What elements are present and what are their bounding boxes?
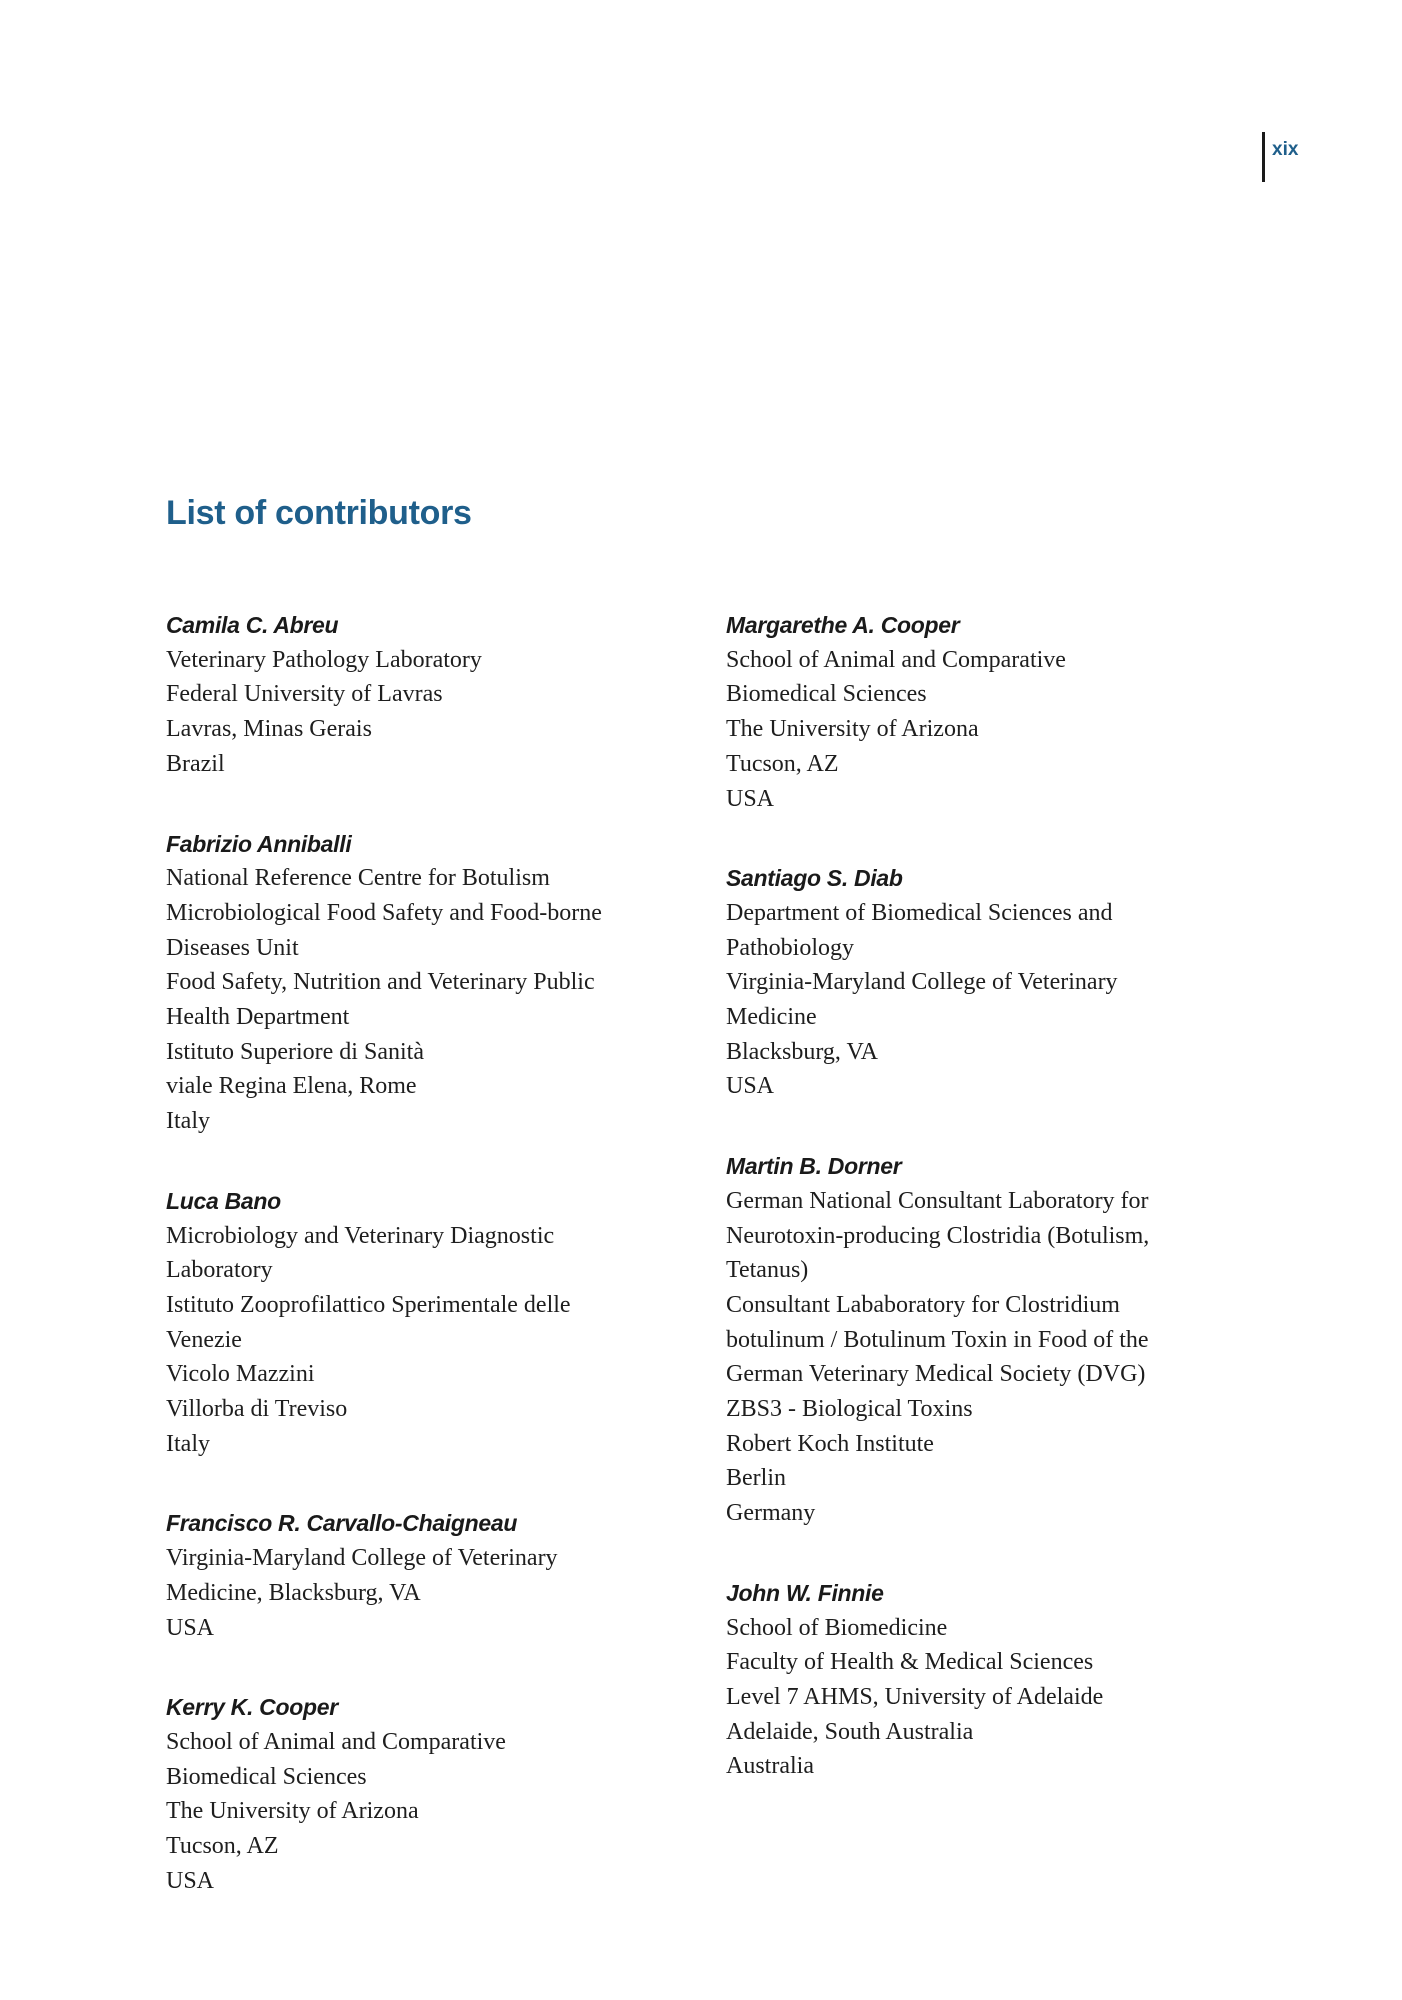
contributor-affiliation-line: Istituto Zooprofilattico Sperimentale delle <box>166 1291 571 1318</box>
contributor-affiliation-line: Adelaide, South Australia <box>726 1718 974 1745</box>
contributor-affiliation-line: Health Department <box>166 1004 350 1031</box>
contributor-affiliation-line: Robert Koch Institute <box>726 1430 934 1457</box>
contributor-affiliation-line: Venezie <box>166 1326 242 1353</box>
contributor-affiliation-line: Microbiology and Veterinary Diagnostic <box>166 1222 555 1249</box>
contributor-affiliation-line: Pathobiology <box>726 934 855 961</box>
contributor-affiliation-line: Medicine <box>726 1004 817 1031</box>
contributor-name: Kerry K. Cooper <box>166 1694 338 1721</box>
contributor-affiliation-line: Italy <box>166 1108 210 1135</box>
contributor-entry <box>166 1690 711 1898</box>
contributor-affiliation-line: Virginia-Maryland College of Veterinary <box>166 1545 558 1572</box>
contributor-affiliation-line: Lavras, Minas Gerais <box>166 716 372 743</box>
contributor-affiliation-line: National Reference Centre for Botulism <box>166 865 550 892</box>
contributor-affiliation-line: School of Animal and Comparative <box>166 1728 506 1755</box>
contributor-affiliation-line: Tucson, AZ <box>166 1833 279 1860</box>
contributor-affiliation-line: The University of Arizona <box>166 1798 419 1825</box>
contributor-affiliation-line: Brazil <box>166 750 225 777</box>
contributor-name: Martin B. Dorner <box>726 1153 902 1180</box>
contributor-name: Francisco R. Carvallo-Chaigneau <box>166 1510 518 1537</box>
contributor-affiliation-line: Vicolo Mazzini <box>166 1361 315 1388</box>
contributor-affiliation-line: Tucson, AZ <box>726 750 839 777</box>
contributor-affiliation-line: botulinum / Botulinum Toxin in Food of the <box>726 1326 1149 1353</box>
contributor-affiliation-line: ZBS3 - Biological Toxins <box>726 1396 973 1423</box>
contributor-affiliation-line: Federal University of Lavras <box>166 681 443 708</box>
page-title: List of contributors <box>166 494 472 532</box>
contributor-affiliation-line: Biomedical Sciences <box>166 1763 367 1790</box>
contributor-name: Margarethe A. Cooper <box>726 612 960 638</box>
contributor-affiliation-line: viale Regina Elena, Rome <box>166 1073 417 1100</box>
contributor-affiliation-line: USA <box>166 1867 215 1894</box>
contributor-affiliation-line: Diseases Unit <box>166 934 299 961</box>
contributor-affiliation-line: Food Safety, Nutrition and Veterinary Public <box>166 969 595 996</box>
contributor-affiliation-line: USA <box>166 1614 215 1641</box>
contributor-affiliation-line: School of Biomedicine <box>726 1614 948 1641</box>
contributor-affiliation-line: Microbiological Food Safety and Food-borne <box>166 899 602 926</box>
contributor-affiliation-line: School of Animal and Comparative <box>726 646 1066 673</box>
contributor-affiliation-line: USA <box>726 785 775 812</box>
contributor-entry <box>166 608 711 782</box>
contributor-affiliation-line: Faculty of Health & Medical Sciences <box>726 1649 1094 1676</box>
contributor-affiliation-line: Laboratory <box>166 1257 273 1284</box>
contributor-entry <box>166 827 711 1139</box>
contributor-name: Fabrizio Anniballi <box>166 830 352 857</box>
contributor-entry <box>726 1576 1266 1784</box>
contributor-entry <box>726 861 1266 1104</box>
contributor-affiliation-line: Level 7 AHMS, University of Adelaide <box>726 1683 1104 1710</box>
contributor-entry <box>726 608 1266 816</box>
contributor-name: Camila C. Abreu <box>166 612 339 638</box>
contributor-affiliation-line: German National Consultant Laboratory for <box>726 1187 1149 1214</box>
contributor-affiliation-line: Berlin <box>726 1465 786 1492</box>
contributor-affiliation-line: Veterinary Pathology Laboratory <box>166 646 482 673</box>
contributor-entry <box>726 1149 1266 1531</box>
contributor-affiliation-line: Consultant Lababoratory for Clostridium <box>726 1291 1120 1318</box>
contributor-name: Luca Bano <box>166 1187 281 1214</box>
contributor-entry <box>166 1506 711 1645</box>
contributor-affiliation-line: Neurotoxin-producing Clostridia (Botulism, <box>726 1222 1150 1249</box>
contributor-name: John W. Finnie <box>726 1579 884 1606</box>
contributor-entry <box>166 1184 711 1462</box>
contributor-affiliation-line: Tetanus) <box>726 1257 809 1284</box>
contributor-affiliation-line: Villorba di Treviso <box>166 1396 348 1423</box>
contributor-affiliation-line: Medicine, Blacksburg, VA <box>166 1579 421 1606</box>
contributors-column-left <box>166 608 711 1899</box>
contributor-affiliation-line: Virginia-Maryland College of Veterinary <box>726 969 1118 996</box>
contributor-affiliation-line: USA <box>726 1073 775 1100</box>
contributor-affiliation-line: Biomedical Sciences <box>726 681 927 708</box>
contributor-affiliation-line: Department of Biomedical Sciences and <box>726 899 1113 926</box>
contributor-affiliation-line: The University of Arizona <box>726 716 979 743</box>
contributor-affiliation-line: Blacksburg, VA <box>726 1038 879 1065</box>
page-number: xix <box>1272 139 1299 160</box>
contributor-affiliation-line: Germany <box>726 1500 816 1527</box>
contributor-affiliation-line: German Veterinary Medical Society (DVG) <box>726 1361 1146 1388</box>
contributors-column-right <box>726 608 1266 1784</box>
page-number-marker <box>1262 132 1298 182</box>
contributor-affiliation-line: Australia <box>726 1753 814 1780</box>
contributor-affiliation-line: Italy <box>166 1430 210 1457</box>
contributor-name: Santiago S. Diab <box>726 865 903 892</box>
contributor-affiliation-line: Istituto Superiore di Sanità <box>166 1038 424 1065</box>
